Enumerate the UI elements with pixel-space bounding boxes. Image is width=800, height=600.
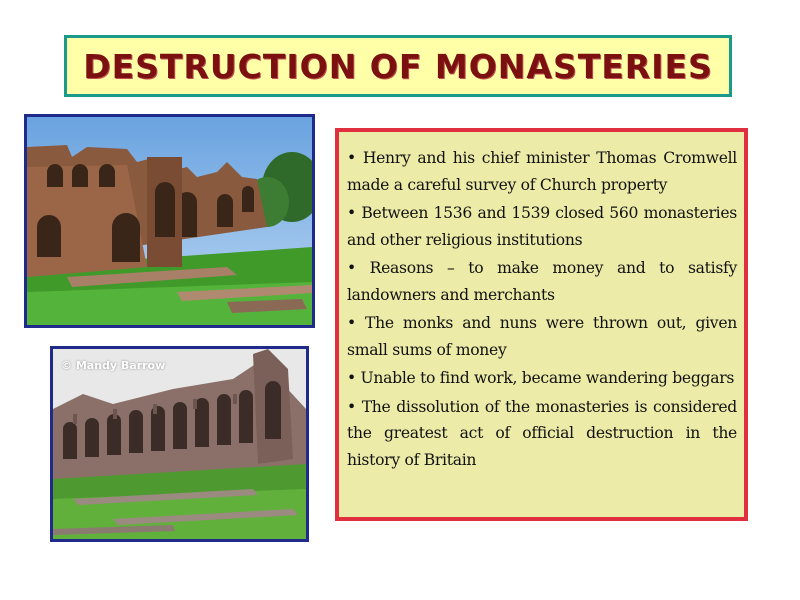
bullet-text-box xyxy=(335,128,748,521)
abbey-ruins-photo-bottom xyxy=(50,346,309,542)
bullet-item: • The monks and nuns were thrown out, given small sums of money xyxy=(347,314,737,359)
bullet-item: • Unable to find work, became wandering beggars xyxy=(347,369,735,387)
bullet-item: • The dissolution of the monasteries is considered the greatest act of official destruction in the history of Britain xyxy=(347,397,737,469)
photo-watermark: © Mandy Barrow xyxy=(61,359,166,372)
bullet-item: • Henry and his chief minister Thomas Cromwell made a careful survey of Church property xyxy=(347,149,737,194)
bullet-item: • Between 1536 and 1539 closed 560 monasteries and other religious institutions xyxy=(347,204,737,249)
bullet-item: • Reasons – to make money and to satisfy landowners and merchants xyxy=(347,259,737,304)
title-banner xyxy=(64,35,732,97)
abbey-ruins-photo-top xyxy=(24,114,315,328)
slide-title: DESTRUCTION OF MONASTERIES xyxy=(83,46,713,86)
